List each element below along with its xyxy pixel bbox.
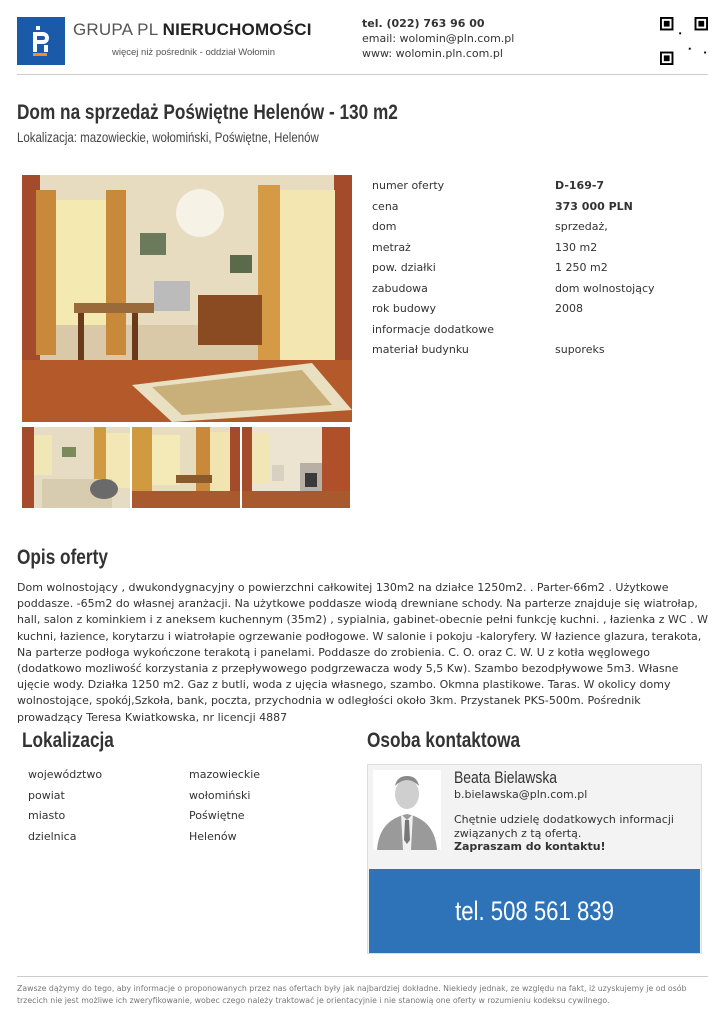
detail-row	[372, 176, 708, 197]
brand-name: GRUPA PL NIERUCHOMOŚCI	[73, 20, 312, 39]
agent-name: Beata Bielawska	[454, 768, 558, 787]
person-silhouette-icon	[373, 770, 441, 850]
listing-title: Dom na sprzedaż Poświętne Helenów - 130 m2	[17, 101, 398, 124]
qr-code	[660, 17, 708, 65]
detail-value: D-169-7	[555, 179, 605, 192]
detail-label: metraż	[372, 240, 411, 254]
detail-value: 373 000 PLN	[555, 199, 633, 213]
detail-row	[372, 238, 708, 259]
detail-label: informacje dodatkowe	[372, 322, 495, 336]
location-value: mazowieckie	[189, 768, 261, 781]
detail-value: dom wolnostojący	[555, 281, 655, 295]
contact-heading: Osoba kontaktowa	[367, 729, 521, 752]
location-value: Helenów	[189, 829, 237, 843]
detail-value: 2008	[555, 302, 583, 315]
office-contact	[362, 16, 514, 61]
fireplace-room-thumb	[242, 427, 350, 508]
detail-row	[372, 217, 708, 238]
detail-value: suporeks	[555, 343, 605, 356]
agent-cta: Zapraszam do kontaktu!	[454, 840, 606, 853]
location-label: województwo	[28, 768, 103, 781]
location-row	[28, 827, 348, 848]
company-logo[interactable]	[17, 17, 65, 65]
detail-row	[372, 340, 708, 361]
detail-label: pow. działki	[372, 261, 436, 274]
detail-value: 130 m2	[555, 240, 598, 254]
office-phone[interactable]: tel. (022) 763 96 00	[362, 17, 485, 30]
pl-logo-icon	[17, 17, 65, 65]
detail-label: cena	[372, 199, 399, 213]
detail-label: numer oferty	[372, 179, 445, 192]
detail-value: 1 250 m2	[555, 261, 608, 274]
brand-tagline: więcej niż pośrednik - oddział Wołomin	[112, 47, 275, 58]
footer-divider	[17, 976, 708, 977]
disclaimer: Zawsze dążymy do tego, aby informacje o proponowanych przez nas ofertach były jak najbardziej dokładne. Niekiedy jednak, ze względu na fakt, iż uzyskujemy je od osób trzecich nie jest możliwe ich zweryfikowanie, wobec czego należy traktować je orientacyjnie i nie stanowią one oferty w rozumieniu kodeksu cywilnego.	[17, 984, 687, 1005]
office-website[interactable]: www: wolomin.pln.com.pl	[362, 47, 503, 60]
detail-label: materiał budynku	[372, 343, 469, 356]
location-table	[28, 765, 348, 847]
detail-row	[372, 197, 708, 218]
listing-location-line: Lokalizacja: mazowieckie, wołomiński, Poświętne, Helenów	[17, 129, 319, 145]
photo-thumb-3[interactable]	[242, 427, 350, 508]
detail-row	[372, 299, 708, 320]
dining-room-thumb	[132, 427, 240, 508]
contact-card	[367, 764, 702, 954]
location-label: miasto	[28, 809, 66, 822]
office-email[interactable]: email: wolomin@pln.com.pl	[362, 32, 515, 45]
header-divider	[17, 74, 708, 75]
detail-label: rok budowy	[372, 302, 437, 315]
phone-box[interactable]	[369, 869, 700, 953]
offer-details-table	[372, 176, 708, 361]
description-text: Dom wolnostojący , dwukondygnacyjny o powierzchni całkowitej 130m2 na działce 1250m2. . Parter-66m2 . Użytkowe poddasze. -65m2 do własnej aranżacji. Na użytkowe poddasze wiodą drewniane schody. Na parterze znajduje się wiatrołap, hall, salon z kominkiem i z aneksem kuchennym (35m2) , sypialnia, gabinet-obecnie pełni funkcję kuchni. , łazienka z WC . W kuchni, łazience, korytarzu i wiatrołapie ogrzewanie podłogowe. W salonie i pokoju -kaloryfery. W łazience glazura, terakota, Na parterze podłoga wykończone terakotą i panelami. Poddasze do zrobienia. C. O. oraz C. W. U z kotła węglowego (dodatkowo mozliwość korzystania z przepływowego podgrzewacza wody 5,5 Kw). Szambo bezodpływowe 5m3. Własne ujęcie wody. Działka 1250 m2. Gaz z butli, woda z ujęcia własnego, szambo. Okmna plastikowe. Taras. W okolicy domy wolnostojące, spokój,Szkoła, bank, poczta, przychodnia w odległości około 3km. Przystanek PKS-500m. Pośrednik prowadzący Teresa Kwiatkowska, nr licencji 4887	[17, 581, 708, 724]
location-row	[28, 806, 348, 827]
photo-thumb-1[interactable]	[22, 427, 130, 508]
main-photo[interactable]	[22, 175, 352, 422]
photo-thumb-2[interactable]	[132, 427, 240, 508]
detail-row	[372, 279, 708, 300]
location-value: wołomiński	[189, 788, 251, 802]
location-row	[28, 765, 348, 786]
detail-row	[372, 320, 708, 341]
detail-label: zabudowa	[372, 281, 428, 295]
location-heading: Lokalizacja	[22, 729, 114, 752]
detail-row	[372, 258, 708, 279]
agent-note: Chętnie udzielę dodatkowych informacji związanych z tą ofertą.	[454, 813, 674, 840]
description-heading: Opis oferty	[17, 546, 108, 569]
qr-code-icon	[660, 17, 708, 65]
living-room-thumb	[22, 427, 130, 508]
location-label: powiat	[28, 788, 65, 802]
page-header	[0, 0, 725, 74]
detail-label: dom	[372, 220, 397, 233]
location-label: dzielnica	[28, 829, 77, 843]
avatar	[373, 770, 441, 850]
agent-phone[interactable]: tel. 508 561 839	[455, 896, 614, 926]
location-row	[28, 786, 348, 807]
interior-living-room-photo	[22, 175, 352, 422]
location-value: Poświętne	[189, 809, 245, 822]
agent-email[interactable]: b.bielawska@pln.com.pl	[454, 788, 588, 801]
detail-value: sprzedaż,	[555, 220, 608, 233]
